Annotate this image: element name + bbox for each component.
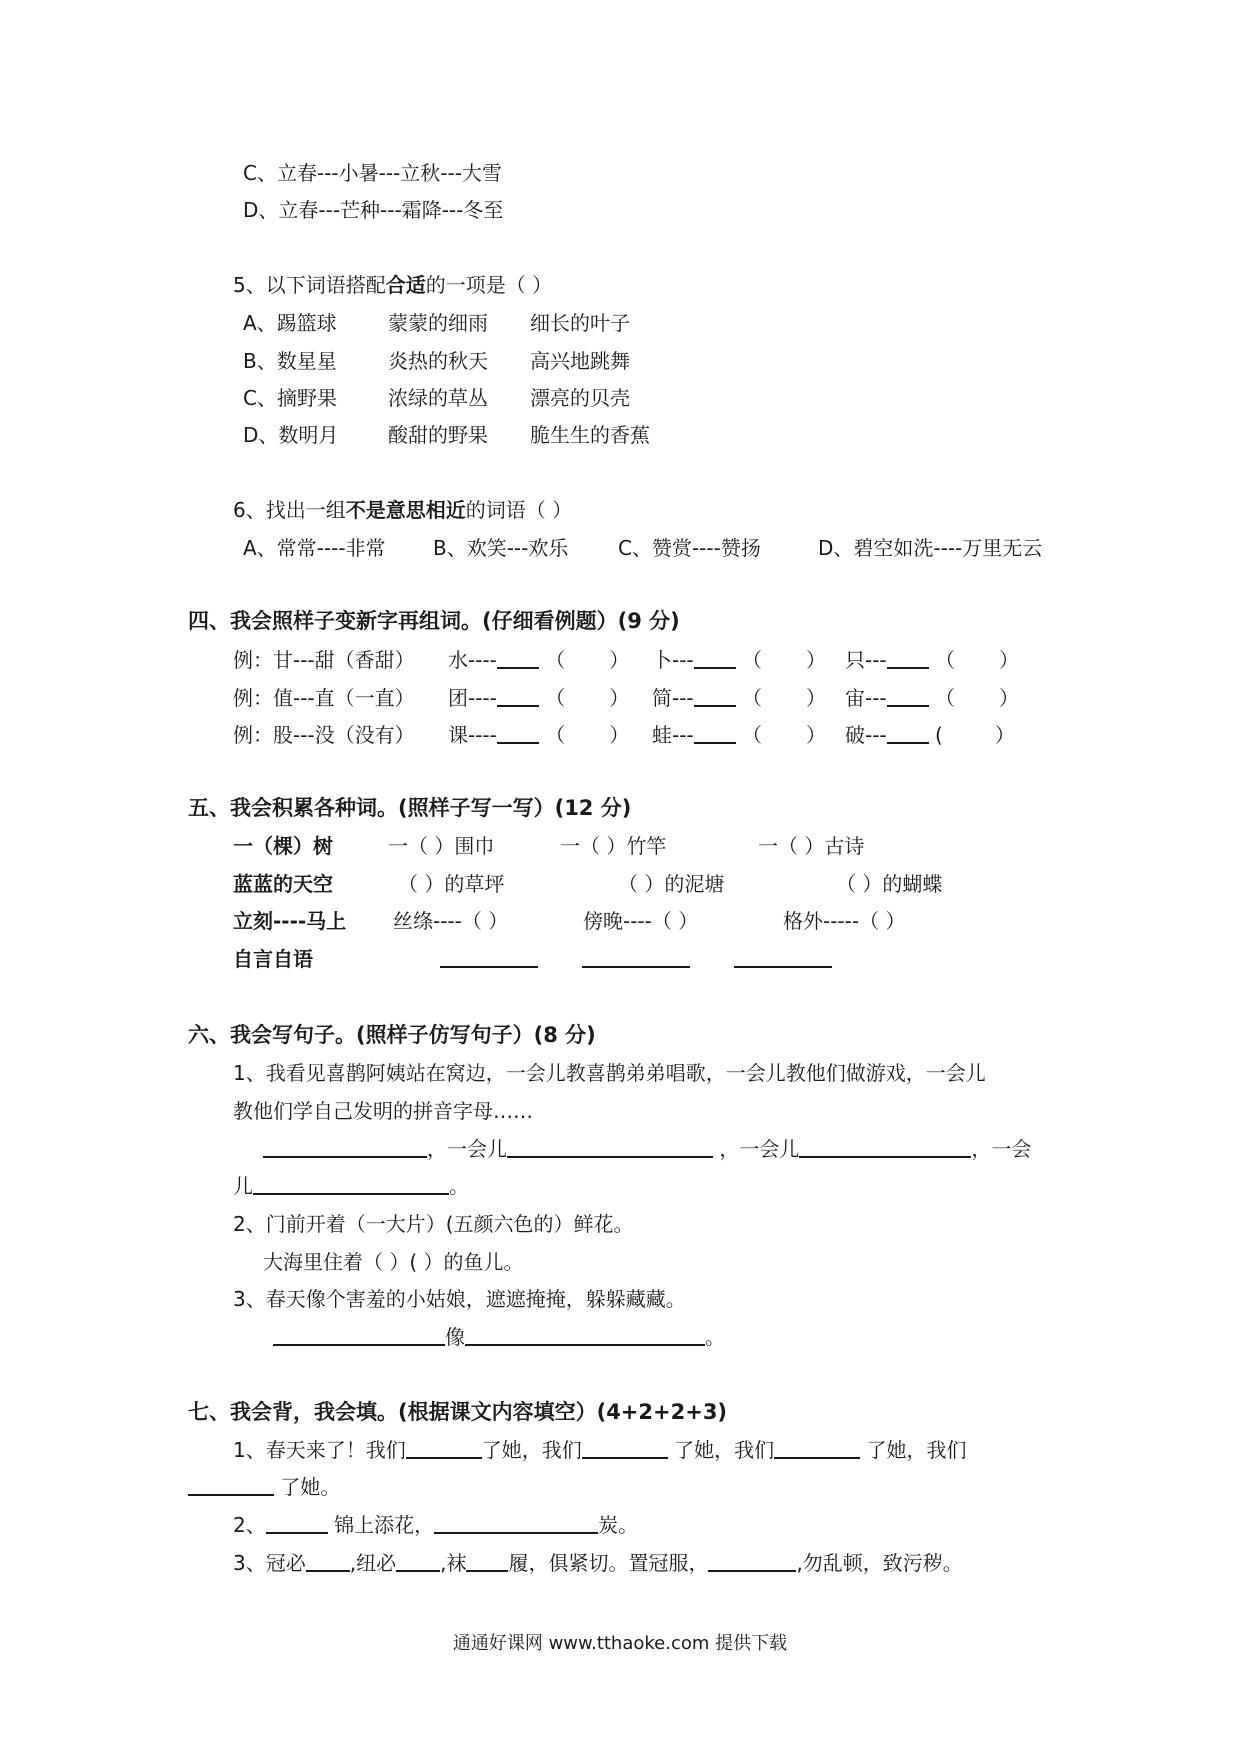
s5-row1-label: 一（棵）树 [233,834,333,858]
s6-q1-line1: 1、我看见喜鹊阿姨站在窝边，一会儿教喜鹊弟弟唱歌，一会儿教他们做游戏，一会儿 [233,1061,986,1085]
s4-blank[interactable] [497,722,539,744]
q6-option-d: D、碧空如洗----万里无云 [818,536,1043,560]
s5-row4-blanks [440,946,832,972]
s4-blank[interactable] [497,685,539,707]
s7-blank[interactable] [306,1550,350,1572]
q4-option-d: D、立春---芒种---霜降---冬至 [243,198,504,222]
page-footer: 通通好课网 www.tthaoke.com 提供下载 [452,1633,788,1654]
q6-option-b: B、欢笑---欢乐 [433,536,569,560]
s6-blank[interactable] [253,1173,449,1195]
s7-q3: 3、冠必 ,纽必 ,袜 履，俱紧切。置冠服， ,勿乱顿，致污秽。 [233,1551,963,1575]
s5-blank-2[interactable] [582,946,690,968]
s5-row3-c: 格外-----（ ） [783,909,906,933]
s7-blank[interactable] [774,1437,860,1459]
s6-q3-fill-line: 像 。 [273,1324,725,1350]
s4-blank[interactable] [887,722,929,744]
q5-stem [233,272,552,298]
s7-blank[interactable] [582,1437,668,1459]
s7-q2: 2、 锦上添花， 炭。 [233,1513,639,1537]
q4-option-c: C、立春---小暑---立秋---大雪 [243,161,502,185]
s4-item-1-3: 只--- （ ） [845,648,1020,672]
s4-example-1: 例：甘---甜（香甜） [233,648,415,672]
s6-q2-line2: 大海里住着（ ）( ）的鱼儿。 [263,1250,524,1274]
q5-a-1: A、踢篮球 [243,311,337,335]
s5-row1-a: 一（ ）围巾 [388,834,495,858]
s6-q1-line2: 教他们学自己发明的拼音字母…… [233,1099,533,1123]
s5-row2-label: 蓝蓝的天空 [233,872,333,896]
s6-q3-line1: 3、春天像个害羞的小姑娘，遮遮掩掩，躲躲藏藏。 [233,1287,686,1311]
s4-blank[interactable] [694,685,736,707]
s7-blank[interactable] [266,1512,328,1534]
s6-blank[interactable] [799,1136,971,1158]
q6-option-c: C、赞赏----赞扬 [618,536,761,560]
q5-c-1: C、摘野果 [243,386,337,410]
s4-blank[interactable] [694,722,736,744]
q6-stem [233,497,572,523]
s4-item-1-2: 卜--- （ ） [652,648,827,672]
s6-q1-fill-line2: 儿 。 [233,1174,469,1198]
q6-option-a: A、常常----非常 [243,536,386,560]
s4-item-2-2: 简--- （ ） [652,686,827,710]
s4-item-1-1: 水---- （ ） [448,648,630,672]
q5-b-2: 炎热的秋天 [388,349,488,373]
q5-c-3: 漂亮的贝壳 [530,386,630,410]
s7-blank[interactable] [434,1512,598,1534]
s4-item-3-1: 课---- （ ） [448,723,630,747]
q6-stem-bold: 不是意思相近 [345,498,466,522]
q5-c-2: 浓绿的草丛 [388,386,488,410]
section-6-heading: 六、我会写句子。(照样子仿写句子）(8 分) [188,1023,596,1047]
s5-row3-label: 立刻----马上 [233,909,347,933]
s5-row3-b: 傍晚----（ ） [583,909,699,933]
q5-a-3: 细长的叶子 [530,311,630,335]
s4-blank[interactable] [694,647,736,669]
s5-row2-b: （ ）的泥塘 [618,872,725,896]
q5-stem-pre: 5、以下词语搭配 [233,273,386,297]
s7-q1-line2: 了她。 [188,1474,340,1500]
s6-blank[interactable] [263,1136,427,1158]
s5-row3-a: 丝绦----（ ） [393,909,509,933]
s5-row2-a: （ ）的草坪 [398,872,505,896]
s4-blank[interactable] [887,685,929,707]
s6-q1-fill-line: ，一会儿 ，一会儿 ，一会 [263,1136,1031,1162]
s5-blank-1[interactable] [440,946,538,968]
section-7-heading: 七、我会背，我会填。(根据课文内容填空）(4+2+2+3) [188,1400,728,1424]
q5-stem-post: 的一项是（ ） [425,273,553,297]
s4-example-2: 例：值---直（一直） [233,686,415,710]
s4-item-3-2: 蛙--- （ ） [652,723,827,747]
q5-b-3: 高兴地跳舞 [530,349,630,373]
q5-d-1: D、数明月 [243,423,339,447]
s4-blank[interactable] [887,647,929,669]
q5-d-2: 酸甜的野果 [388,423,488,447]
q5-d-3: 脆生生的香蕉 [530,423,650,447]
s5-row2-c: （ ）的蝴蝶 [836,872,943,896]
s4-item-2-3: 宙--- （ ） [845,686,1020,710]
s6-blank[interactable] [507,1136,713,1158]
q6-stem-post: 的词语（ ） [465,498,573,522]
s5-row1-b: 一（ ）竹竿 [560,834,667,858]
s4-example-3: 例：股---没（没有） [233,723,415,747]
q6-stem-pre: 6、找出一组 [233,498,346,522]
s5-blank-3[interactable] [734,946,832,968]
s6-q2-line1: 2、门前开着（一大片）(五颜六色的）鲜花。 [233,1212,634,1236]
s6-blank[interactable] [465,1324,705,1346]
s4-item-3-3: 破--- ( ） [845,723,1015,747]
section-4-heading: 四、我会照样子变新字再组词。(仔细看例题）(9 分) [188,609,680,633]
s7-q1-line1: 1、春天来了！我们 了她，我们 了她，我们 了她，我们 [233,1438,967,1462]
q5-a-2: 蒙蒙的细雨 [388,311,488,335]
section-5-heading: 五、我会积累各种词。(照样子写一写）(12 分) [188,796,632,820]
q5-b-1: B、数星星 [243,349,337,373]
q5-stem-bold: 合适 [385,273,426,297]
s7-blank[interactable] [708,1550,796,1572]
s5-row1-c: 一（ ）古诗 [758,834,865,858]
s4-item-2-1: 团---- （ ） [448,686,630,710]
s7-blank[interactable] [466,1550,508,1572]
s5-row4-label: 自言自语 [233,947,313,971]
s7-blank[interactable] [396,1550,440,1572]
s6-blank[interactable] [273,1324,445,1346]
s7-blank[interactable] [406,1437,482,1459]
s7-blank[interactable] [188,1474,274,1496]
s4-blank[interactable] [497,647,539,669]
